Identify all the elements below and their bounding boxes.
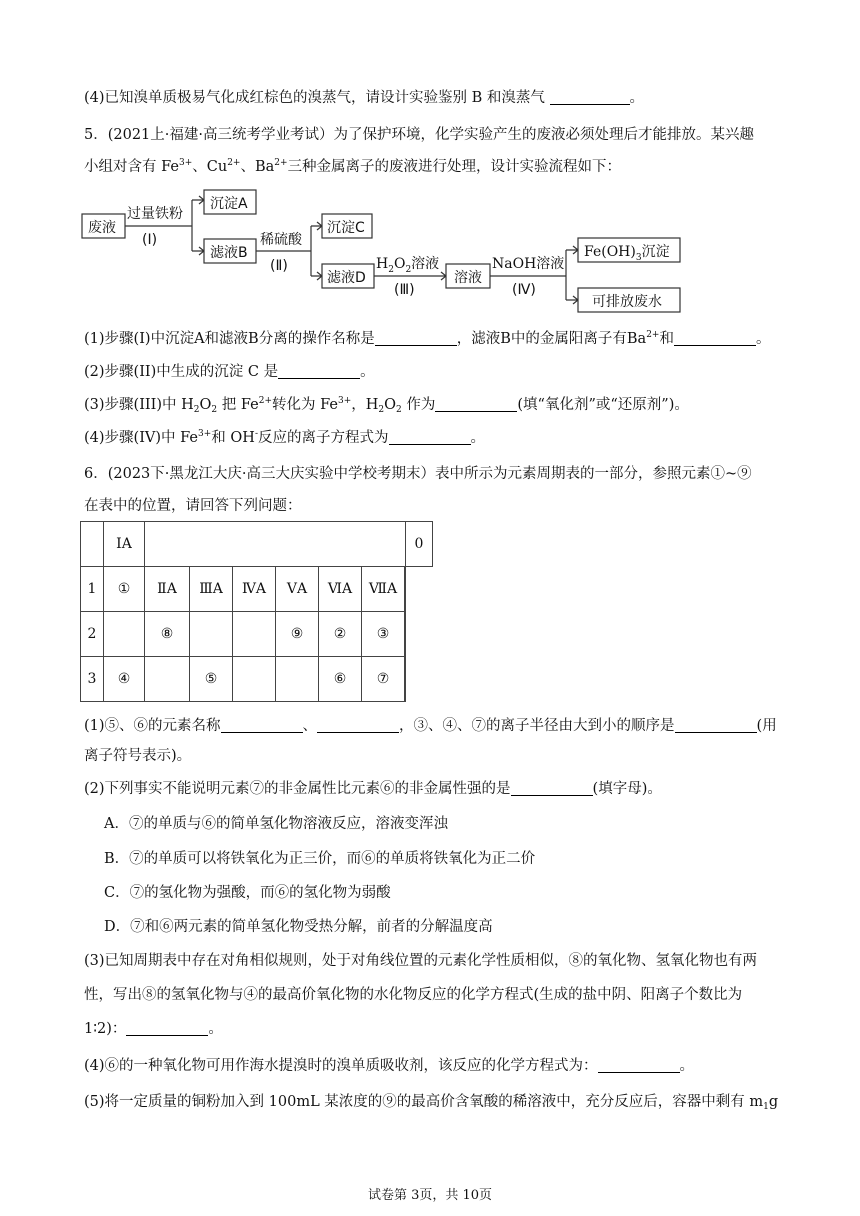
periodic-table <box>80 521 433 702</box>
table-cell <box>405 612 406 657</box>
table-cell <box>233 657 276 702</box>
option-b[interactable]: B．⑦的单质可以将铁氧化为正三价，而⑥的单质将铁氧化为正二价 <box>104 851 536 867</box>
page-footer: 试卷第 3页，共 10页 <box>367 1188 493 1203</box>
option-a[interactable]: A．⑦的单质与⑥的简单氢化物溶液反应，溶液变浑浊 <box>104 816 448 832</box>
element-1: ① <box>104 567 145 612</box>
element-9: ⑨ <box>276 612 319 657</box>
lvye-d-label: 滤液D <box>327 270 366 286</box>
lvye-b-label: 滤液B <box>210 245 248 261</box>
header-blank <box>145 522 406 567</box>
table-cell <box>233 612 276 657</box>
table-cell <box>190 612 233 657</box>
q6-sub2: (2)下列事实不能说明元素⑦的非金属性比元素⑥的非金属性强的是 (填字母)。 <box>84 781 662 797</box>
answer-blank[interactable] <box>221 718 303 733</box>
header-va: ⅤA <box>276 567 319 612</box>
option-c[interactable]: C．⑦的氢化物为强酸，而⑥的氢化物为弱酸 <box>104 885 391 901</box>
header-via: ⅥA <box>319 567 362 612</box>
header-iia: ⅡA <box>145 567 190 612</box>
answer-blank[interactable] <box>435 397 517 412</box>
answer-blank[interactable] <box>317 718 399 733</box>
option-d[interactable]: D．⑦和⑥两元素的简单氢化物受热分解，前者的分解温度高 <box>104 919 493 935</box>
table-corner-cell <box>81 522 104 567</box>
step2-reagent: 稀硫酸 <box>260 232 302 248</box>
waste-label: 可排放废水 <box>592 294 662 310</box>
chendian-a-label: 沉淀A <box>210 196 248 212</box>
table-cell <box>276 657 319 702</box>
answer-blank[interactable] <box>389 430 471 445</box>
q4-line: (4)已知溴单质极易气化成红棕色的溴蒸气，请设计实验鉴别 B 和溴蒸气 。 <box>84 90 645 106</box>
q6-sub4: (4)⑥的一种氧化物可用作海水提溴时的溴单质吸收剂，该反应的化学方程式为： 。 <box>84 1058 695 1074</box>
table-cell <box>405 657 406 702</box>
step1-reagent: 过量铁粉 <box>127 206 183 222</box>
q6-intro-line1: 6．(2023下·黑龙江大庆·高三大庆实验中学校考期末）表中所示为元素周期表的一部分，参照元素①~⑨ <box>84 466 752 482</box>
flow-diagram <box>80 184 700 319</box>
chendian-c-label: 沉淀C <box>327 220 365 236</box>
element-7: ⑦ <box>362 657 405 702</box>
answer-blank[interactable] <box>674 331 756 346</box>
q5-sub2: (2)步骤(II)中生成的沉淀 C 是 。 <box>84 364 375 380</box>
step1-num: (Ⅰ) <box>142 232 158 248</box>
q5-intro-line1: 5．(2021上·福建·高三统考学业考试）为了保护环境，化学实验产生的废液必须处理后才能排放。某兴趣 <box>84 127 754 143</box>
rongye-label: 溶液 <box>454 270 482 286</box>
element-4: ④ <box>104 657 145 702</box>
header-0: 0 <box>406 522 433 567</box>
q6-sub3-line2: 性，写出⑧的氢氧化物与④的最高价氧化物的水化物反应的化学方程式(生成的盐中阴、阳离子个数比为 <box>84 987 743 1003</box>
table-cell <box>104 612 145 657</box>
element-3: ③ <box>362 612 405 657</box>
answer-blank[interactable] <box>278 364 360 379</box>
q5-sub3: (3)步骤(III)中 $H_2O_2$ 把 $Fe^{2+}$转化为 $Fe^{3+}$，$H_2O_2$ 作为 (填“氧化剂”或“还原剂”)。 <box>84 396 689 415</box>
table-cell <box>145 657 190 702</box>
q6-sub3-line1: (3)已知周期表中存在对角相似规则，处于对角线位置的元素化学性质相似，⑧的氧化物、氢氧化物也有两 <box>84 953 758 969</box>
q5-sub1: (1)步骤(I)中沉淀A和滤液B分离的操作名称是 ，滤液B中的金属阳离子有$Ba^{2+}$和 。 <box>84 330 771 347</box>
step4-num: (Ⅳ) <box>512 282 536 298</box>
q5-sub4: (4)步骤(IV)中 $Fe^{3+}$和 OH-反应的离子方程式为 。 <box>84 429 485 446</box>
step2-num: (Ⅱ) <box>270 258 288 274</box>
answer-blank[interactable] <box>375 331 457 346</box>
header-viia: ⅦA <box>362 567 405 612</box>
element-8: ⑧ <box>145 612 190 657</box>
step4-reagent: NaOH溶液 <box>492 256 565 272</box>
period-3: 3 <box>81 657 104 702</box>
period-1: 1 <box>81 567 104 612</box>
element-6: ⑥ <box>319 657 362 702</box>
header-iiia: ⅢA <box>190 567 233 612</box>
q6-sub5: (5)将一定质量的铜粉加入到 100mL 某浓度的⑨的最高价含氧酸的稀溶液中，充分反应后，容器中剩有 $m_1g$ <box>84 1094 779 1112</box>
feiye-label: 废液 <box>88 220 116 236</box>
q5-intro-line2: 小组对含有 $Fe^{3+}$、$Cu^{2+}$、$Ba^{2+}$三种金属离子的废液进行处理，设计实验流程如下： <box>84 158 622 175</box>
header-iva: ⅣA <box>233 567 276 612</box>
feoh3-label: $Fe(OH)_3$沉淀 <box>584 244 670 263</box>
element-5: ⑤ <box>190 657 233 702</box>
header-ia: ⅠA <box>104 522 145 567</box>
answer-blank[interactable] <box>675 718 757 733</box>
answer-blank[interactable] <box>126 1021 208 1036</box>
answer-blank[interactable] <box>511 781 593 796</box>
period-2: 2 <box>81 612 104 657</box>
table-cell <box>405 567 406 612</box>
q6-sub1-line1: (1)⑤、⑥的元素名称 、 ，③、④、⑦的离子半径由大到小的顺序是 (用 <box>84 718 777 734</box>
element-2: ② <box>319 612 362 657</box>
step3-num: (Ⅲ) <box>394 282 415 298</box>
q6-sub1-line2: 离子符号表示)。 <box>84 748 192 764</box>
answer-blank[interactable] <box>550 90 630 105</box>
answer-blank[interactable] <box>598 1058 680 1073</box>
q6-sub3-line3: 1∶2)： 。 <box>84 1021 223 1037</box>
q6-intro-line2: 在表中的位置，请回答下列问题： <box>84 498 302 514</box>
step3-reagent: $H_2O_2$溶液 <box>376 256 440 275</box>
